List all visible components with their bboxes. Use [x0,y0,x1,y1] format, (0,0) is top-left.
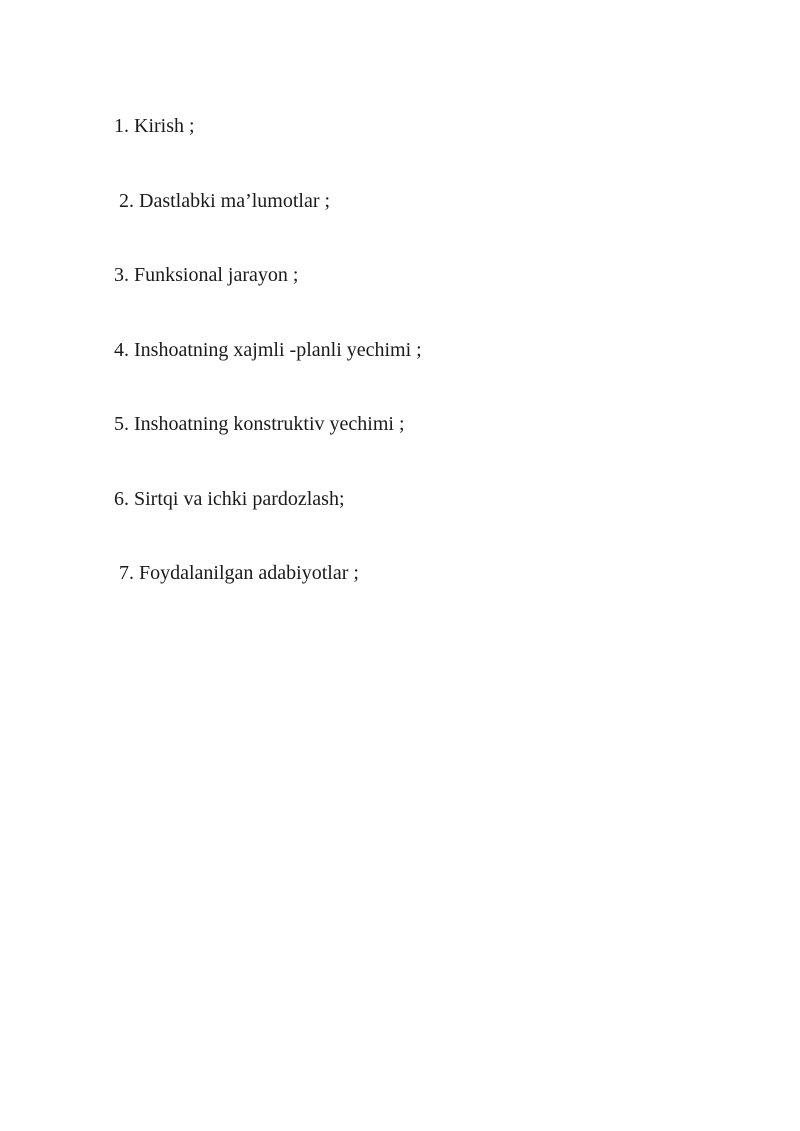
contents-item-5: 5. Inshoatning konstruktiv yechimi ; [114,413,405,435]
contents-item-2: 2. Dastlabki ma’lumotlar ; [119,189,331,212]
contents-item-1: 1. Kirish ; [114,115,195,137]
contents-item-3: 3. Funksional jarayon ; [114,264,299,286]
contents-item-7: 7. Foydalanilgan adabiyotlar ; [119,562,359,584]
contents-item-4: 4. Inshoatning xajmli -planli yechimi ; [114,338,422,361]
contents-item-6: 6. Sirtqi va ichki pardozlash; [114,487,345,510]
contents-list [114,112,422,634]
